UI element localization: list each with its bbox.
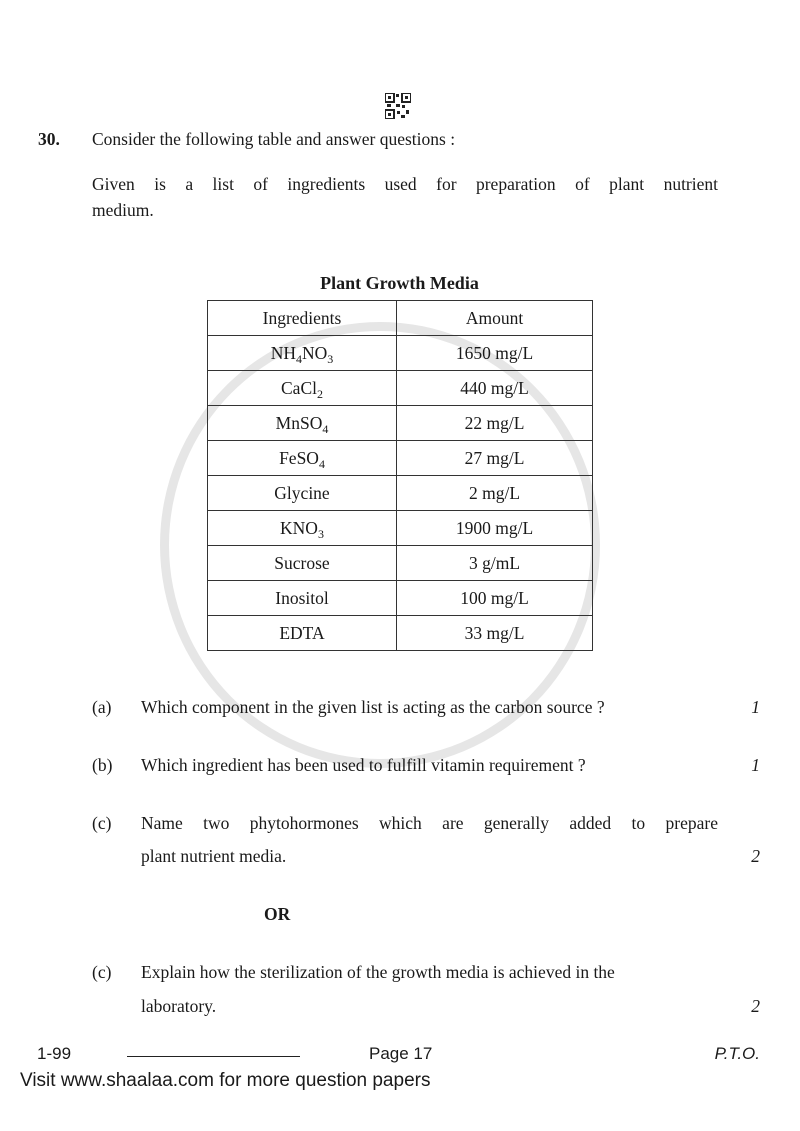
footer-rule [127, 1056, 300, 1057]
qr-code-icon [385, 93, 411, 119]
part-a-marks: 1 [751, 697, 760, 717]
table-row [208, 546, 593, 581]
formula-text: CaCl [281, 377, 317, 398]
table-row [208, 371, 593, 406]
subscript: 4 [322, 421, 329, 436]
part-b-label: (b) [92, 755, 113, 775]
part-b-marks: 1 [751, 755, 760, 775]
ingredient-cell [208, 336, 397, 371]
amount-cell: 27 mg/L [397, 441, 593, 476]
amount-cell: 1650 mg/L [397, 336, 593, 371]
table-row [208, 616, 593, 651]
formula-text: NH [270, 342, 296, 363]
table-row [208, 336, 593, 371]
part-c2-marks: 2 [751, 996, 760, 1016]
formula-text: Inositol [275, 587, 329, 608]
formula-text: EDTA [279, 622, 325, 643]
formula-text: Sucrose [274, 552, 330, 573]
table-title: Plant Growth Media [320, 273, 479, 293]
subscript: 2 [316, 386, 323, 401]
table-row [208, 511, 593, 546]
given-line-2: medium. [92, 200, 154, 220]
table-row [208, 581, 593, 616]
subscript: 4 [296, 351, 302, 366]
header-amount: Amount [397, 301, 593, 336]
subscript: 3 [317, 526, 324, 541]
question-number: 30. [38, 129, 60, 149]
given-line-1: Given is a list of ingredients used for preparation of plant nutrient [92, 174, 718, 194]
question-intro: Consider the following table and answer questions : [92, 129, 456, 149]
formula-text: FeSO [279, 447, 319, 468]
table-row [208, 476, 593, 511]
part-c1-line2: plant nutrient media. [141, 846, 287, 866]
ingredient-cell [208, 616, 397, 651]
part-a-label: (a) [92, 697, 112, 717]
amount-cell: 1900 mg/L [397, 511, 593, 546]
amount-cell: 33 mg/L [397, 616, 593, 651]
paper-code: 1-99 [37, 1044, 72, 1063]
ingredient-cell [208, 546, 397, 581]
page-number: Page 17 [369, 1044, 433, 1063]
subscript: 4 [318, 456, 325, 471]
ingredient-cell [208, 476, 397, 511]
table-header-row [208, 301, 593, 336]
table-row [208, 406, 593, 441]
part-c2-label: (c) [92, 962, 112, 982]
header-ingredients: Ingredients [208, 301, 397, 336]
part-c1-marks: 2 [751, 846, 760, 866]
amount-cell: 2 mg/L [397, 476, 593, 511]
ingredient-cell [208, 511, 397, 546]
ingredient-cell [208, 441, 397, 476]
ingredient-cell [208, 581, 397, 616]
ingredient-cell [208, 406, 397, 441]
table-row [208, 441, 593, 476]
pto-label: P.T.O. [714, 1044, 760, 1063]
amount-cell: 3 g/mL [397, 546, 593, 581]
or-separator: OR [264, 904, 291, 924]
amount-cell: 440 mg/L [397, 371, 593, 406]
part-a-text: Which component in the given list is acting as the carbon source ? [141, 697, 605, 717]
part-c1-label: (c) [92, 813, 112, 833]
ingredient-cell [208, 371, 397, 406]
plant-growth-media-table [207, 300, 593, 651]
part-c2-line2: laboratory. [141, 996, 217, 1016]
formula-text: MnSO [275, 412, 323, 433]
formula-text: KNO [280, 517, 318, 538]
part-b-text: Which ingredient has been used to fulfill vitamin requirement ? [141, 755, 586, 775]
visit-link[interactable]: Visit www.shaalaa.com for more question papers [20, 1070, 431, 1091]
part-c1-line1: Name two phytohormones which are generally added to prepare [141, 813, 718, 833]
subscript: 3 [327, 351, 334, 366]
amount-cell: 100 mg/L [397, 581, 593, 616]
part-c2-line1: Explain how the sterilization of the growth media is achieved in the [141, 962, 615, 982]
formula-text: Glycine [274, 482, 330, 503]
amount-cell: 22 mg/L [397, 406, 593, 441]
formula-text: NO [302, 342, 328, 363]
